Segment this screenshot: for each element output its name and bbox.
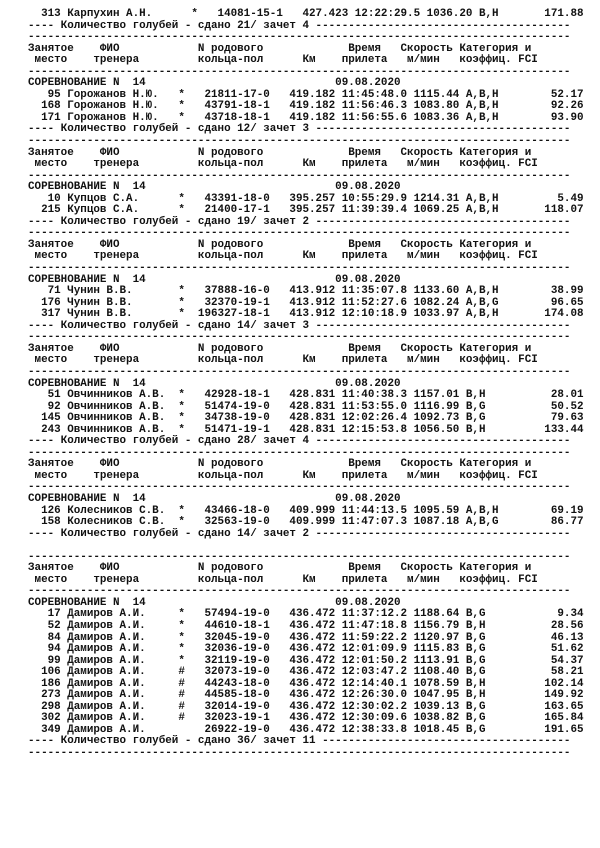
pigeon-count-summary: ---- Количество голубей - сдано 14/ зачет 3 --------------------------------------- [28, 319, 571, 332]
result-row: 99 Дамиров А.И. * 32119-19-0 436.472 12:01:50.2 1113.91 B,G 54.37 [28, 654, 584, 667]
result-row: 51 Овчинников А.В. * 42928-18-1 428.831 11:40:38.3 1157.01 B,H 28.01 [28, 389, 584, 402]
column-header: Занятое ФИО N родового Время Скорость Категория и [28, 42, 532, 55]
competition-header: СОРЕВНОВАНИЕ N 14 09.08.2020 [28, 77, 401, 90]
result-row: 273 Дамиров А.И. # 44585-18-0 436.472 12:26:30.0 1047.95 B,H 149.92 [28, 689, 584, 702]
result-row: 95 Горожанов Н.Ю. * 21811-17-0 419.182 11:45:48.0 1115.44 A,B,H 52.17 [28, 88, 584, 101]
separator-line: ----------------------------------------------------------------------------------- [28, 747, 571, 759]
result-row: 84 Дамиров А.И. * 32045-19-0 436.472 11:59:22.2 1120.97 B,G 46.13 [28, 631, 584, 644]
result-row: 126 Колесников С.В. * 43466-18-0 409.999 11:44:13.5 1095.59 A,B,H 69.19 [28, 504, 584, 517]
separator-line: ----------------------------------------------------------------------------------- [28, 446, 571, 459]
column-header: место тренера кольца-пол Км прилета м/мин коэффиц. FCI [28, 158, 538, 171]
pigeon-count-summary: ---- Количество голубей - сдано 28/ зачет 4 --------------------------------------- [28, 435, 571, 448]
result-row: 186 Дамиров А.И. # 44243-18-0 436.472 12:14:40.1 1078.59 B,H 102.14 [28, 677, 584, 690]
column-header: Занятое ФИО N родового Время Скорость Категория и [28, 146, 532, 159]
separator-line: ----------------------------------------------------------------------------------- [28, 169, 571, 182]
result-row: 302 Дамиров А.И. # 32023-19-1 436.472 12:30:09.6 1038.82 B,G 165.84 [28, 712, 584, 725]
pigeon-count-summary: ---- Количество голубей - сдано 21/ зачет 4 --------------------------------------- [28, 19, 571, 32]
result-row: 298 Дамиров А.И. # 32014-19-0 436.472 12:30:02.2 1039.13 B,G 163.65 [28, 700, 584, 713]
separator-line: ----------------------------------------------------------------------------------- [28, 550, 571, 563]
result-row: 52 Дамиров А.И. * 44610-18-1 436.472 11:47:18.8 1156.79 B,H 28.56 [28, 619, 584, 632]
pigeon-count-summary: ---- Количество голубей - сдано 36/ зачет 11 -------------------------------------- [28, 735, 571, 748]
separator-line: ----------------------------------------------------------------------------------- [28, 227, 571, 240]
column-header: место тренера кольца-пол Км прилета м/мин коэффиц. FCI [28, 250, 538, 263]
competition-header: СОРЕВНОВАНИЕ N 14 09.08.2020 [28, 273, 401, 286]
result-row: 92 Овчинников А.В. * 51474-19-0 428.831 11:53:55.0 1116.99 B,G 50.52 [28, 400, 584, 413]
column-header: место тренера кольца-пол Км прилета м/мин коэффиц. FCI [28, 573, 538, 586]
separator-line: ----------------------------------------------------------------------------------- [28, 262, 571, 275]
pigeon-count-summary: ---- Количество голубей - сдано 14/ зачет 2 --------------------------------------- [28, 527, 571, 540]
competition-header: СОРЕВНОВАНИЕ N 14 09.08.2020 [28, 181, 401, 194]
separator-line: ----------------------------------------------------------------------------------- [28, 365, 571, 378]
pigeon-count-summary: ---- Количество голубей - сдано 12/ зачет 3 --------------------------------------- [28, 123, 571, 136]
result-row: 243 Овчинников А.В. * 51471-19-1 428.831 12:15:53.8 1056.50 B,H 133.44 [28, 423, 584, 436]
separator-line: ----------------------------------------------------------------------------------- [28, 65, 571, 78]
result-row: 158 Колесников С.В. * 32563-19-0 409.999 11:47:07.3 1087.18 A,B,G 86.77 [28, 516, 584, 529]
column-header: место тренера кольца-пол Км прилета м/мин коэффиц. FCI [28, 54, 538, 67]
result-row: 215 Купцов С.А. * 21400-17-1 395.257 11:39:39.4 1069.25 A,B,H 118.07 [28, 204, 584, 217]
result-row: 94 Дамиров А.И. * 32036-19-0 436.472 12:01:09.9 1115.83 B,G 51.62 [28, 643, 584, 656]
separator-line: ----------------------------------------------------------------------------------- [28, 135, 571, 148]
result-row: 317 Чунин В.В. * 196327-18-1 413.912 12:10:18.9 1033.97 A,B,H 174.08 [28, 308, 584, 321]
result-row: 145 Овчинников А.В. * 34738-19-0 428.831 12:02:26.4 1092.73 B,G 79.63 [28, 412, 584, 425]
result-row: 106 Дамиров А.И. # 32073-19-0 436.472 12:03:47.2 1108.40 B,G 58.21 [28, 666, 584, 679]
column-header: место тренера кольца-пол Км прилета м/мин коэффиц. FCI [28, 354, 538, 367]
separator-line: ----------------------------------------------------------------------------------- [28, 585, 571, 598]
result-row: 171 Горожанов Н.Ю. * 43718-18-1 419.182 11:56:55.6 1083.36 A,B,H 93.90 [28, 111, 584, 124]
result-row: 349 Дамиров А.И. 26922-19-0 436.472 12:38:33.8 1018.45 B,G 191.65 [28, 723, 584, 736]
result-row: 313 Карпухин А.Н. * 14081-15-1 427.423 12:22:29.5 1036.20 B,H 171.88 [28, 8, 584, 20]
result-row: 176 Чунин В.В. * 32370-19-1 413.912 11:52:27.6 1082.24 A,B,G 96.65 [28, 296, 584, 309]
result-row: 168 Горожанов Н.Ю. * 43791-18-1 419.182 11:56:46.3 1083.80 A,B,H 92.26 [28, 100, 584, 113]
competition-header: СОРЕВНОВАНИЕ N 14 09.08.2020 [28, 596, 401, 609]
result-row: 10 Купцов С.А. * 43391-18-0 395.257 10:55:29.9 1214.31 A,B,H 5.49 [28, 192, 584, 205]
column-header: Занятое ФИО N родового Время Скорость Категория и [28, 458, 532, 471]
competition-header: СОРЕВНОВАНИЕ N 14 09.08.2020 [28, 492, 401, 505]
separator-line: ----------------------------------------------------------------------------------- [28, 31, 571, 44]
competition-header: СОРЕВНОВАНИЕ N 14 09.08.2020 [28, 377, 401, 390]
separator-line: ----------------------------------------------------------------------------------- [28, 481, 571, 494]
column-header: Занятое ФИО N родового Время Скорость Категория и [28, 342, 532, 355]
result-row: 71 Чунин В.В. * 37888-16-0 413.912 11:35:07.8 1133.60 A,B,H 38.99 [28, 285, 584, 298]
separator-line: ----------------------------------------------------------------------------------- [28, 331, 571, 344]
blank-line [28, 540, 584, 552]
column-header: Занятое ФИО N родового Время Скорость Категория и [28, 562, 532, 575]
results-document [28, 9, 584, 760]
column-header: Занятое ФИО N родового Время Скорость Категория и [28, 238, 532, 251]
pigeon-count-summary: ---- Количество голубей - сдано 19/ зачет 2 --------------------------------------- [28, 215, 571, 228]
column-header: место тренера кольца-пол Км прилета м/мин коэффиц. FCI [28, 469, 538, 482]
result-row: 17 Дамиров А.И. * 57494-19-0 436.472 11:37:12.2 1188.64 B,G 9.34 [28, 608, 584, 621]
